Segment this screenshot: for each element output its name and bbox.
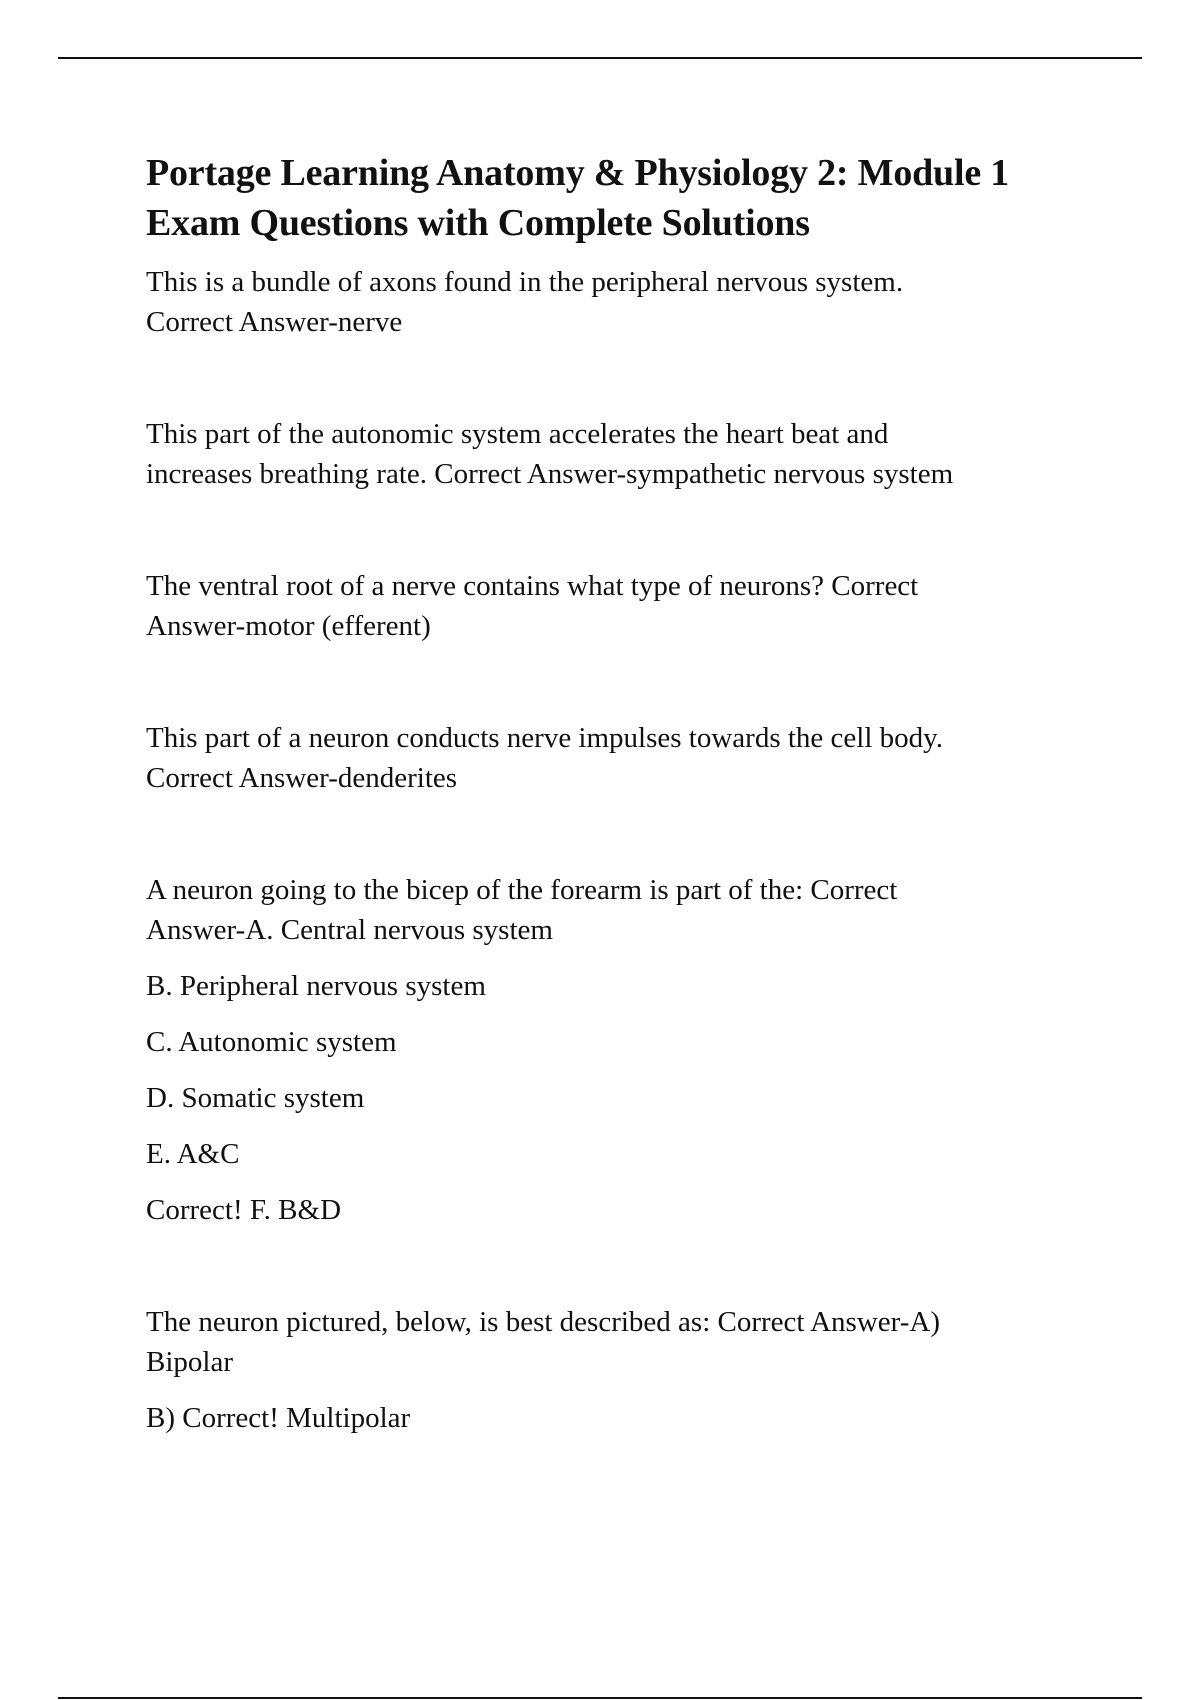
title-line-2: Exam Questions with Complete Solutions bbox=[146, 202, 810, 244]
spacer bbox=[146, 1230, 1146, 1302]
question-5-option-b: B. Peripheral nervous system bbox=[146, 970, 486, 1002]
question-6-line-2: Bipolar bbox=[146, 1346, 233, 1378]
spacer bbox=[146, 342, 1146, 414]
question-5-option-e: E. A&C bbox=[146, 1138, 240, 1170]
question-6-option-b: B) Correct! Multipolar bbox=[146, 1402, 411, 1434]
question-5-line-2: Answer-A. Central nervous system bbox=[146, 914, 553, 946]
question-5-option-d: D. Somatic system bbox=[146, 1082, 365, 1114]
question-1 bbox=[146, 262, 1146, 342]
question-4-line-1: This part of a neuron conducts nerve impulses towards the cell body. bbox=[146, 722, 944, 754]
question-2-line-1: This part of the autonomic system accelerates the heart beat and bbox=[146, 418, 889, 450]
question-6-line-1: The neuron pictured, below, is best described as: Correct Answer-A) bbox=[146, 1306, 940, 1338]
question-6 bbox=[146, 1302, 1146, 1438]
question-2-line-2: increases breathing rate. Correct Answer-sympathetic nervous system bbox=[146, 458, 954, 490]
question-3 bbox=[146, 566, 1146, 646]
bottom-rule bbox=[58, 1697, 1142, 1699]
question-5-line-1: A neuron going to the bicep of the forearm is part of the: Correct bbox=[146, 874, 898, 906]
question-1-line-1: This is a bundle of axons found in the peripheral nervous system. bbox=[146, 266, 904, 298]
question-3-line-1: The ventral root of a nerve contains what type of neurons? Correct bbox=[146, 570, 919, 602]
question-5-option-f: Correct! F. B&D bbox=[146, 1194, 342, 1226]
question-4-line-2: Correct Answer-denderites bbox=[146, 762, 458, 794]
spacer bbox=[146, 646, 1146, 718]
question-2 bbox=[146, 414, 1146, 494]
document-title bbox=[146, 148, 1146, 248]
spacer bbox=[146, 798, 1146, 870]
document-body bbox=[146, 148, 1146, 1438]
question-1-line-2: Correct Answer-nerve bbox=[146, 306, 403, 338]
question-5 bbox=[146, 870, 1146, 1230]
question-5-option-c: C. Autonomic system bbox=[146, 1026, 397, 1058]
spacer bbox=[146, 494, 1146, 566]
question-3-line-2: Answer-motor (efferent) bbox=[146, 610, 431, 642]
title-line-1: Portage Learning Anatomy & Physiology 2: Module 1 bbox=[146, 152, 1010, 194]
question-4 bbox=[146, 718, 1146, 798]
top-rule bbox=[58, 57, 1142, 59]
